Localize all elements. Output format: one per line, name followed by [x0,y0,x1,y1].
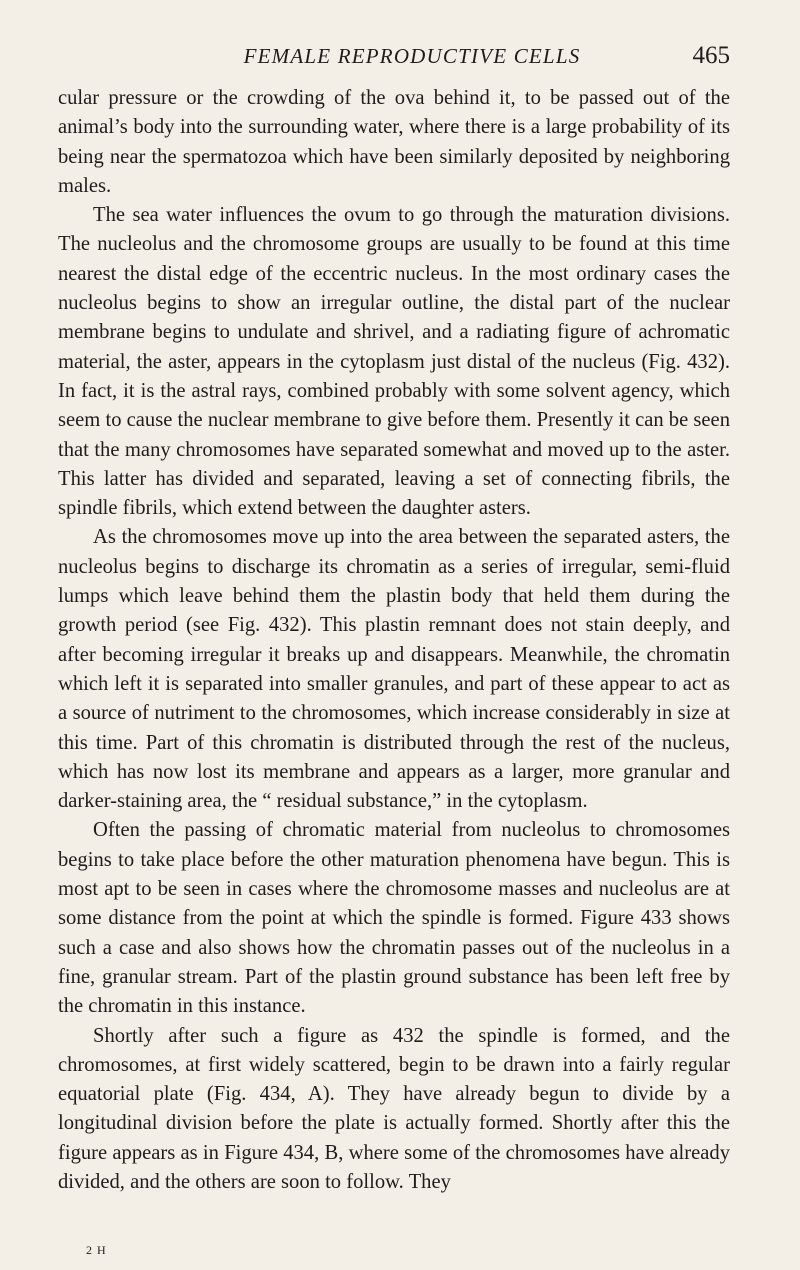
signature-mark: 2 H [86,1243,107,1257]
running-header [58,42,730,76]
paragraph: Often the passing of chromatic material from nucleolus to chromosomes begins to take place before the other maturation phenomena have begun. This is most apt to be seen in cases where the chromosome masses and nucleolus are at some distance from the point at which the spindle is formed. Figure 433 shows such a case and also shows how the chromatin passes out of the nucleolus in a fine, granular stream. Part of the plastin ground substance has been left free by the chromatin in this instance. [58,819,730,1018]
page-number: 465 [692,42,730,69]
paragraph: As the chromosomes move up into the area between the separated asters, the nucleolus begins to discharge its chromatin as a series of irregular, semi-fluid lumps which leave behind them the plastin body that held them during the growth period (see Fig. 432). This plastin remnant does not stain deeply, and after becoming irregular it breaks up and disappears. Meanwhile, the chromatin which left it is separated into smaller granules, and part of these appear to act as a source of nutriment to the chromosomes, which increase considerably in size at this time. Part of this chromatin is distributed through the rest of the nucleus, which has now lost its membrane and appears as a larger, more granular and darker-staining area, the “ residual substance,” in the cytoplasm. [58,526,730,813]
paragraph-continued: cular pressure or the crowding of the ova behind it, to be passed out of the animal’s body into the surrounding water, where there is a large probability of its being near the spermatozoa which have been similarly deposited by neighboring males. [58,87,730,197]
body-text [58,84,730,1197]
paragraph: Shortly after such a figure as 432 the spindle is formed, and the chromosomes, at first widely scattered, begin to be drawn into a fairly regular equatorial plate (Fig. 434, A). They have already begun to divide by a longitudinal division before the plate is actually formed. Shortly after this the figure appears as in Figure 434, B, where some of the chromosomes have already divided, and the others are soon to follow. They [58,1024,730,1193]
paragraph: The sea water influences the ovum to go through the maturation divisions. The nucleolus and the chromosome groups are usually to be found at this time nearest the distal edge of the eccentric nucleus. In the most ordinary cases the nucleolus begins to show an irregular outline, the distal part of the nuclear membrane begins to undulate and shrivel, and a radiating figure of achromatic material, the aster, appears in the cytoplasm just distal of the nucleus (Fig. 432). In fact, it is the astral rays, combined probably with some solvent agency, which seem to cause the nuclear membrane to give before them. Presently it can be seen that the many chromosomes have separated somewhat and moved up to the aster. This latter has divided and separated, leaving a set of connecting fibrils, the spindle fibrils, which extend between the daughter asters. [58,204,730,520]
running-title: FEMALE REPRODUCTIVE CELLS [243,44,581,68]
